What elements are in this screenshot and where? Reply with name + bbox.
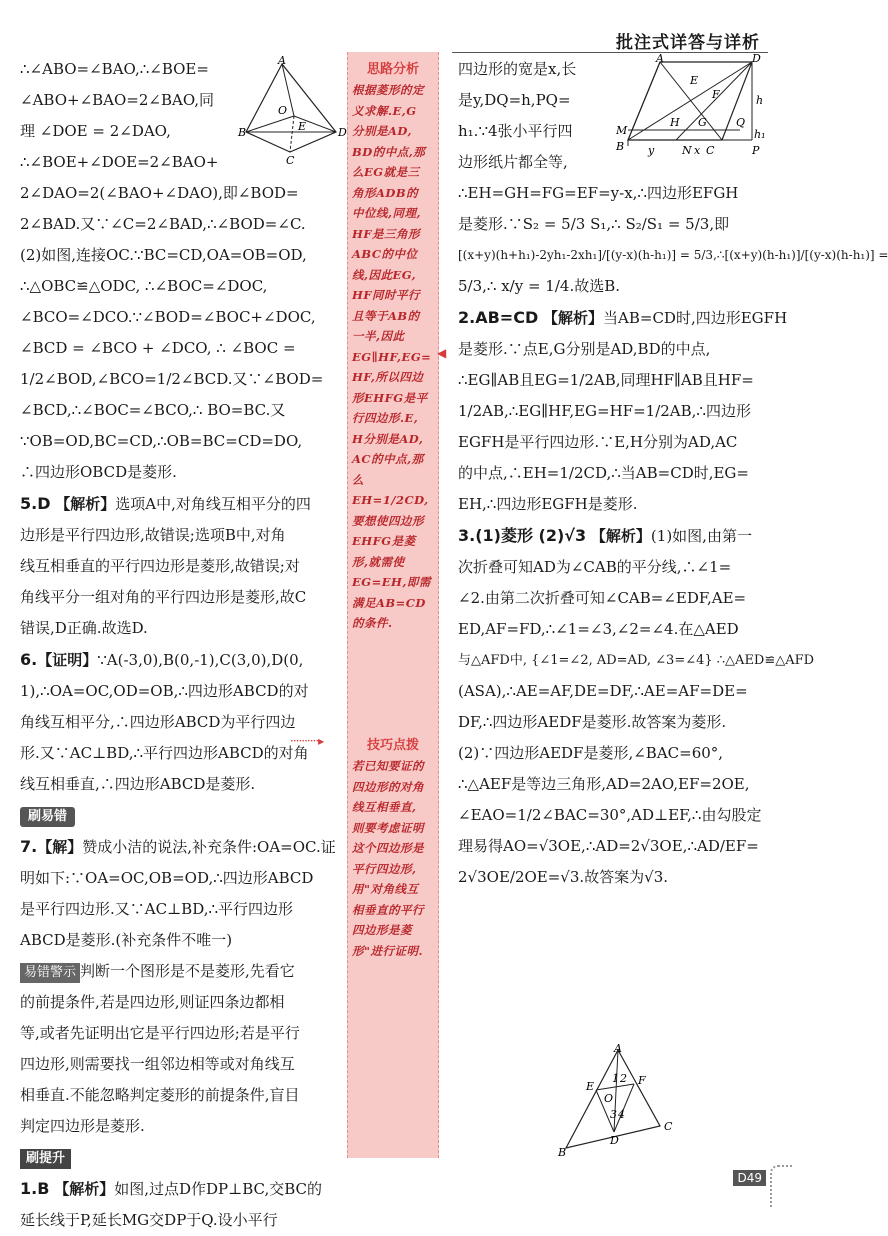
svg-text:D: D: [338, 126, 347, 139]
text-line: 与△AFD中, {∠1=∠2, AD=AD, ∠3=∠4} ∴△AED≌△AFD: [458, 653, 815, 668]
answer: B: [37, 1179, 50, 1198]
text-line: ∠EAO=1/2∠BAC=30°,AD⊥EF,∴由勾股定: [458, 806, 762, 824]
dotted-arrow-icon: ··········▸: [290, 734, 324, 748]
svg-text:M: M: [616, 124, 628, 137]
text-line: (2)如图,连接OC.∵BC=CD,OA=OB=OD,: [20, 246, 307, 264]
text-line: 1/2∠BOD,∠BCO=1/2∠BCD.又∵∠BOD=: [20, 370, 324, 388]
strip-body-tips: 若已知要证的 四边形的对角 线互相垂直, 则要考虑证明 这个四边形是 平行四边形, 用"对角线互 相垂直的平行 四边形是菱 形"进行证明.: [352, 759, 424, 958]
text-line: 次折叠可知AD为∠CAB的平分线,∴∠1=: [458, 558, 732, 576]
svg-text:2: 2: [620, 1072, 627, 1085]
svg-text:G: G: [698, 116, 707, 129]
svg-text:B: B: [558, 1146, 567, 1159]
warning-tag: 易错警示: [20, 963, 80, 983]
section-easy-wrong: 刷易错: [20, 800, 350, 831]
tag: 【解析】: [55, 495, 116, 513]
svg-text:F: F: [638, 1074, 646, 1087]
svg-text:A: A: [614, 1042, 622, 1055]
text-line: DF,∴四边形AEDF是菱形.故答案为菱形.: [458, 713, 727, 731]
text-line: ∴四边形OBCD是菱形.: [20, 463, 177, 481]
text-line: ED,AF=FD,∴∠1=∠3,∠2=∠4.在△AED: [458, 620, 739, 638]
text-line: 相垂直.不能忽略判定菱形的前提条件,盲目: [20, 1086, 300, 1104]
text-line: 1/2AB,∴EG∥HF,EG=HF=1/2AB,∴四边形: [458, 402, 751, 420]
strip-title-analysis: 思路分析: [366, 62, 419, 77]
svg-text:B: B: [238, 126, 247, 139]
svg-text:h₁: h₁: [754, 128, 766, 141]
text-line: 线互相垂直,∴四边形ABCD是菱形.: [20, 775, 256, 793]
text-line: ∴△AEF是等边三角形,AD=2AO,EF=2OE,: [458, 775, 750, 793]
svg-text:H: H: [670, 116, 680, 129]
answer: AB=CD: [475, 308, 539, 327]
text-line: 是菱形.∵S₂ = 5/3 S₁,∴ S₂/S₁ = 5/3,即: [458, 215, 730, 233]
text-line: 角线平分一组对角的平行四边形是菱形,故C: [20, 588, 307, 606]
strip-title-tips: 技巧点拨: [366, 738, 419, 753]
question-5: 5.D 【解析】选项A中,对角线互相平分的四: [20, 494, 311, 513]
text-line: ∴EG∥AB且EG=1/2AB,同理HF∥AB且HF=: [458, 371, 754, 389]
svg-text:E: E: [690, 74, 699, 87]
text-line: EGFH是平行四边形.∵E,H分别为AD,AC: [458, 433, 738, 451]
svg-text:E: E: [586, 1080, 595, 1093]
question-number: 3.: [458, 526, 476, 545]
text-line: 角线互相平分,∴四边形ABCD为平行四边: [20, 713, 296, 731]
text-line: 边形纸片都全等,: [458, 153, 568, 171]
question-3: 3.(1)菱形 (2)√3 【解析】(1)如图,由第一: [458, 526, 752, 545]
text-line: [(x+y)(h+h₁)-2yh₁-2xh₁]/[(y-x)(h-h₁)] = 5/3,∴[(x+y)(h-h₁)]/[(y-x)(h-h₁)] =: [458, 248, 888, 262]
svg-text:O: O: [604, 1092, 614, 1105]
figure-parallelogram-tiling: [612, 54, 772, 166]
text-line: 5/3,∴ x/y = 1/4.故选B.: [458, 277, 621, 295]
figure-quadrilateral-obcd: [238, 56, 346, 168]
question-7: 7.【解】赞成小洁的说法,补充条件:OA=OC.证: [20, 837, 336, 856]
text-line: ∠BCO=∠DCO.∵∠BOD=∠BOC+∠DOC,: [20, 308, 316, 326]
right-column: [458, 54, 888, 893]
svg-text:A: A: [656, 52, 664, 65]
text-line: ∵OB=OD,BC=CD,∴OB=BC=CD=DO,: [20, 432, 303, 450]
text-line: 形.又∵AC⊥BD,∴平行四边形ABCD的对角: [20, 744, 309, 762]
text-line: 理 ∠DOE = 2∠DAO,: [20, 122, 171, 140]
svg-text:C: C: [286, 154, 295, 167]
text-line: 线互相垂直的平行四边形是菱形,故错误;对: [20, 557, 300, 575]
text-line: 边形是平行四边形,故错误;选项B中,对角: [20, 526, 286, 544]
tag: 【证明】: [37, 651, 98, 669]
text-line: 2∠BAD.又∵∠C=2∠BAD,∴∠BOD=∠C.: [20, 215, 306, 233]
text-line: 1),∴OA=OC,OD=OB,∴四边形ABCD的对: [20, 682, 309, 700]
svg-text:x: x: [694, 144, 701, 157]
text-line: 理易得AO=√3OE,∴AD=2√3OE,∴AD/EF=: [458, 837, 759, 855]
tag: 【解析】: [54, 1180, 115, 1198]
text-line: 的中点,∴EH=1/2CD,∴当AB=CD时,EG=: [458, 464, 749, 482]
figure-folded-triangle: [556, 1044, 686, 1160]
svg-text:D: D: [752, 52, 761, 65]
question-6: 6.【证明】∵A(-3,0),B(0,-1),C(3,0),D(0,: [20, 650, 304, 669]
question-number: 7.: [20, 837, 38, 856]
answer: D: [37, 494, 51, 513]
tag: 【解析】: [543, 309, 604, 327]
warning-line: 易错警示 判断一个图形是不是菱形,先看它: [20, 956, 350, 987]
section-improve: 刷提升: [20, 1142, 350, 1173]
label: A: [278, 54, 286, 67]
svg-text:4: 4: [618, 1108, 625, 1121]
strip-body-analysis: 根据菱形的定 义求解.E,G 分别是AD, BD的中点,那 么EG就是三 角形ADB的 中位线,同理, HF是三角形 ABC的中位 线,因此EG, HF同时平行 且等于AB的 一半,因此 EG∥HF,EG= HF,所以四边 形EHFG是平 行四边形.E, H分别是AD, AC的中点,那 么EH=1/2CD, 要想使四边形 EHFG是菱 形,就需使 EG=EH,即需 满足AB=CD 的条件.: [352, 83, 432, 630]
text-line: (2)∵四边形AEDF是菱形,∠BAC=60°,: [458, 744, 724, 762]
question-number: 6.: [20, 650, 38, 669]
text-line: ∠BCD,∴∠BOC=∠BCO,∴ BO=BC.又: [20, 401, 286, 419]
text-line: 四边形的宽是x,长: [458, 60, 577, 78]
tag: 【解】: [37, 838, 83, 856]
svg-text:B: B: [616, 140, 625, 153]
corner-decoration: [770, 1165, 792, 1207]
text-line: ∠BCD = ∠BCO + ∠DCO, ∴ ∠BOC =: [20, 339, 296, 357]
text-line: h₁.∵4张小平行四: [458, 122, 573, 140]
svg-text:h: h: [756, 94, 764, 107]
text-line: 2∠DAO=2(∠BAO+∠DAO),即∠BOD=: [20, 184, 299, 202]
text-line: 四边形,则需要找一组邻边相等或对角线互: [20, 1055, 295, 1073]
svg-text:C: C: [706, 144, 715, 157]
text-line: ∠ABO+∠BAO=2∠BAO,同: [20, 91, 215, 109]
text-line: 错误,D正确.故选D.: [20, 619, 148, 637]
svg-text:E: E: [298, 120, 307, 133]
svg-text:P: P: [752, 144, 760, 157]
text-line: 等,或者先证明出它是平行四边形;若是平行: [20, 1024, 300, 1042]
text-line: 是平行四边形.又∵AC⊥BD,∴平行四边形: [20, 900, 294, 918]
page-number: D49: [733, 1170, 766, 1186]
text-line: ∠2.由第二次折叠可知∠CAB=∠EDF,AE=: [458, 589, 747, 607]
svg-text:y: y: [648, 144, 655, 157]
text-line: 是y,DQ=h,PQ=: [458, 91, 571, 109]
svg-text:3: 3: [610, 1108, 617, 1121]
text-line: ∴∠BOE+∠DOE=2∠BAO+: [20, 153, 219, 171]
question-2: 2.AB=CD 【解析】当AB=CD时,四边形EGFH: [458, 308, 788, 327]
svg-text:Q: Q: [736, 116, 746, 129]
answer: (1)菱形 (2)√3: [475, 526, 587, 545]
question-number: 2.: [458, 308, 476, 327]
question-number: 5.: [20, 494, 38, 513]
text-line: 判定四边形是菱形.: [20, 1117, 145, 1135]
text-line: EH,∴四边形EGFH是菱形.: [458, 495, 638, 513]
text-line: 延长线于P,延长MG交DP于Q.设小平行: [20, 1211, 278, 1229]
question-number: 1.: [20, 1179, 38, 1198]
page-header: 批注式详答与详析: [616, 33, 760, 53]
text-line: 的前提条件,若是四边形,则证四条边都相: [20, 993, 285, 1011]
svg-text:D: D: [610, 1134, 619, 1147]
text-line: ∴△OBC≌△ODC, ∴∠BOC=∠DOC,: [20, 277, 268, 295]
tag: 【解析】: [590, 527, 651, 545]
svg-text:O: O: [278, 104, 288, 117]
svg-text:C: C: [664, 1120, 673, 1133]
header-rule: [452, 52, 768, 53]
text-line: ABCD是菱形.(补充条件不唯一): [20, 931, 233, 949]
pointer-arrow-icon: ◀: [437, 346, 447, 360]
text-line: ∴EH=GH=FG=EF=y-x,∴四边形EFGH: [458, 184, 739, 202]
margin-notes: [347, 52, 439, 1158]
question-1: 1.B 【解析】如图,过点D作DP⊥BC,交BC的: [20, 1179, 323, 1198]
svg-text:1: 1: [612, 1072, 619, 1085]
text-line: 明如下:∵OA=OC,OB=OD,∴四边形ABCD: [20, 869, 314, 887]
text-line: 是菱形.∵点E,G分别是AD,BD的中点,: [458, 340, 711, 358]
text-line: ∴∠ABO=∠BAO,∴∠BOE=: [20, 60, 209, 78]
svg-text:F: F: [712, 88, 720, 101]
left-column: [20, 54, 350, 1236]
svg-text:N: N: [682, 144, 692, 157]
text-line: 2√3OE/2OE=√3.故答案为√3.: [458, 868, 669, 886]
text-line: (ASA),∴AE=AF,DE=DF,∴AE=AF=DE=: [458, 682, 748, 700]
